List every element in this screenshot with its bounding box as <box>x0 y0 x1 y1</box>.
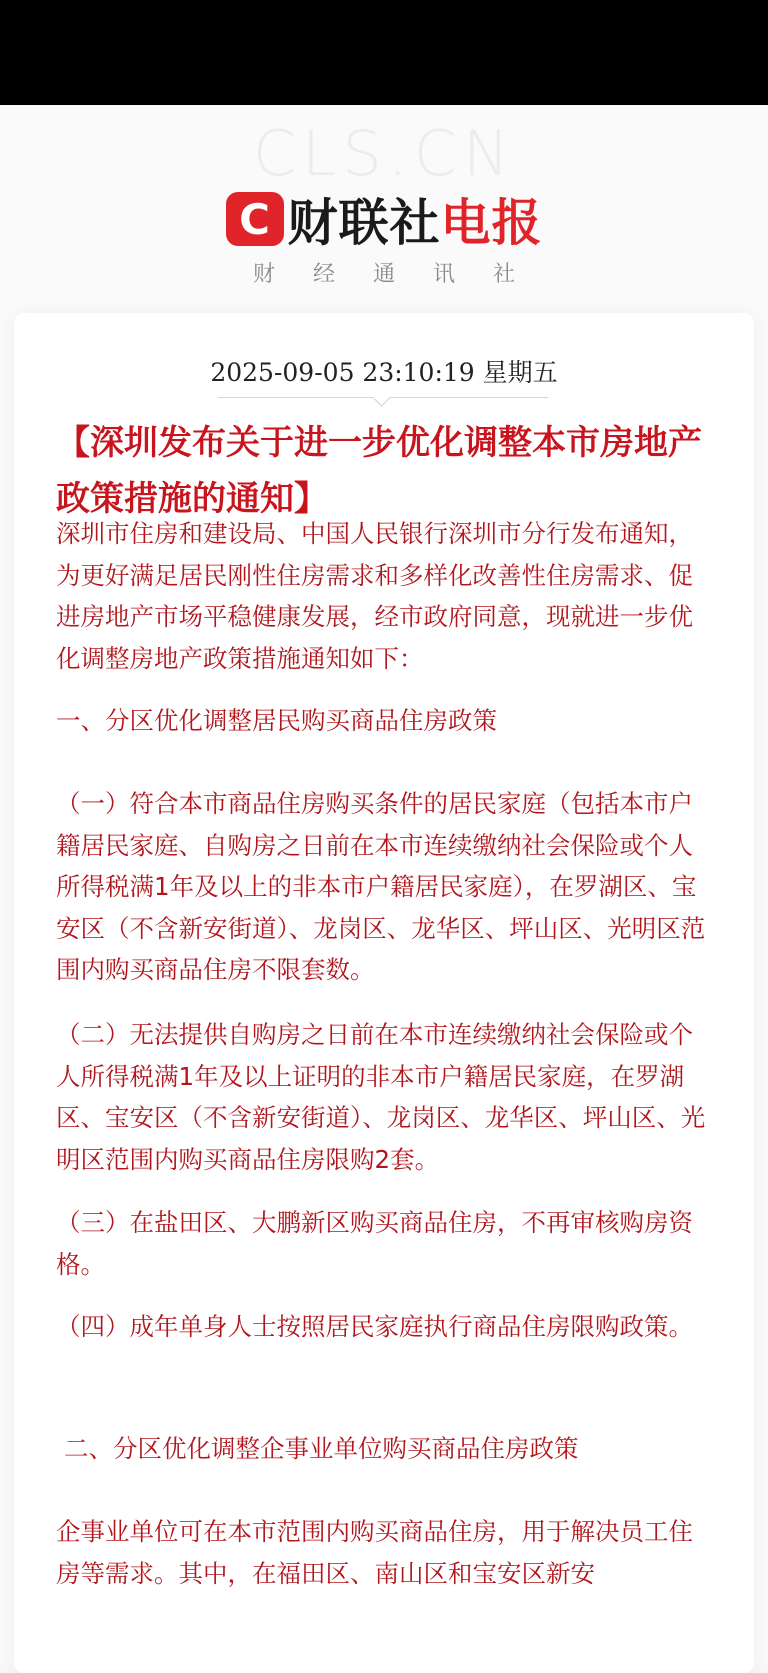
clause-2: （二）无法提供自购房之日前在本市连续缴纳社会保险或个人所得税满1年及以上证明的非本市户籍居民家庭，在罗湖区、宝安区（不含新安街道）、龙岗区、龙华区、坪山区、光明区范围内购买商品住房限购2套。 <box>56 1020 706 1174</box>
intro-paragraph: 深圳市住房和建设局、中国人民银行深圳市分行发布通知，为更好满足居民刚性住房需求和多样化改善性住房需求、促进房地产市场平稳健康发展，经市政府同意，现就进一步优化调整房地产政策措施通知如下： <box>56 519 693 673</box>
clause-1: （一）符合本市商品住房购买条件的居民家庭（包括本市户籍居民家庭、自购房之日前在本市连续缴纳社会保险或个人所得税满1年及以上的非本市户籍居民家庭），在罗湖区、宝安区（不含新安街道）、龙岗区、龙华区、坪山区、光明区范围内购买商品住房不限套数。 <box>56 789 706 984</box>
article-datetime: 2025-09-05 23:10:19 星期五 <box>210 358 558 387</box>
section-heading-2: 二、分区优化调整企事业单位购买商品住房政策 <box>64 1434 579 1463</box>
article-headline: 【深圳发布关于进一步优化调整本市房地产政策措施的通知】 <box>56 423 702 519</box>
logo-telegraph: 电报 <box>440 194 543 252</box>
telegraph-image <box>0 105 768 1665</box>
brand-logo <box>0 187 768 251</box>
watermark-text: CLS.CN <box>252 117 516 190</box>
section-2-paragraph: 企事业单位可在本市范围内购买商品住房，用于解决员工住房等需求。其中，在福田区、南山区和宝安区新安 <box>56 1517 693 1588</box>
status-bar-black <box>0 0 768 105</box>
clause-3: （三）在盐田区、大鹏新区购买商品住房，不再审核购房资格。 <box>56 1208 693 1279</box>
brand-tagline: 财经通讯社 <box>252 262 553 287</box>
section-heading-1: 一、分区优化调整居民购买商品住房政策 <box>56 706 497 735</box>
clause-4: （四）成年单身人士按照居民家庭执行商品住房限购政策。 <box>56 1312 693 1341</box>
logo-c-icon: C <box>226 192 284 246</box>
logo-wordmark <box>288 183 543 255</box>
logo-name: 财联社 <box>287 194 441 252</box>
